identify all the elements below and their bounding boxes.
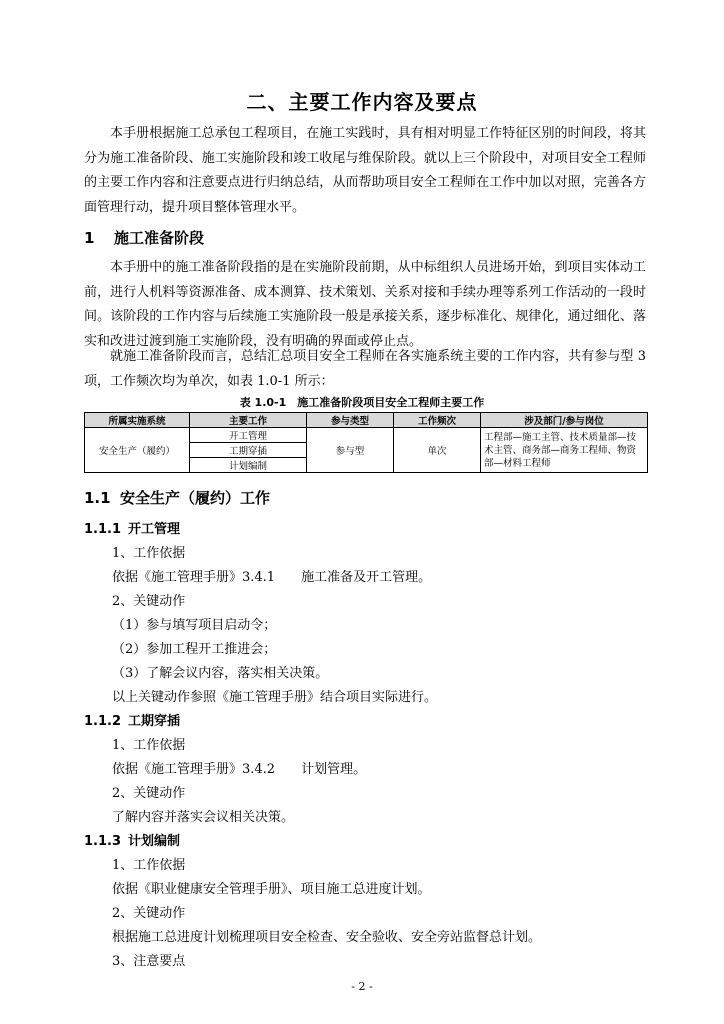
- body-line: （1）参与填写项目启动令；: [112, 618, 277, 633]
- body-line: 1、工作依据: [112, 546, 186, 561]
- section-1-heading: [84, 227, 204, 248]
- table-cell-work: 开工管理: [190, 428, 307, 443]
- section-1-1-2-heading: [84, 710, 180, 729]
- table-cell-type: 参与型: [307, 428, 394, 473]
- table-header-cell: 工作频次: [394, 413, 481, 428]
- section-1-1-1-heading: [84, 518, 180, 537]
- section-1-1-3-heading: [84, 830, 180, 849]
- page-title: 二、主要工作内容及要点: [246, 90, 478, 114]
- table-cell-system: 安全生产（履约）: [85, 428, 190, 473]
- body-line: 2、关键动作: [112, 906, 186, 921]
- body-line: 以上关键动作参照《施工管理手册》结合项目实际进行。: [112, 690, 438, 705]
- section-1-1-heading: [84, 487, 270, 508]
- table-header-row: [85, 413, 648, 428]
- body-line: 1、工作依据: [112, 858, 186, 873]
- section-1-paragraph-2: 就施工准备阶段而言，总结汇总项目安全工程师在各实施系统主要的工作内容，共有参与型 3 项，工作频次均为单次，如表 1.0-1 所示：: [84, 349, 646, 389]
- body-line: 依据《施工管理手册》3.4.2 计划管理。: [112, 762, 367, 777]
- table-cell-frequency: 单次: [394, 428, 481, 473]
- section-number: 1.1.2: [84, 714, 122, 729]
- section-title: 开工管理: [128, 522, 181, 537]
- table-row: [85, 428, 648, 443]
- table-cell-work: 工期穿插: [190, 443, 307, 458]
- table-header-cell: 所属实施系统: [85, 413, 190, 428]
- body-line: （2）参加工程开工推进会；: [112, 642, 277, 657]
- work-table: [84, 412, 648, 473]
- body-line: 2、关键动作: [112, 786, 186, 801]
- page-number: - 2 -: [351, 980, 373, 993]
- section-title: 施工准备阶段: [114, 229, 205, 247]
- section-title: 工期穿插: [128, 714, 181, 729]
- table-cell-departments: 工程部—施工主管、技术质量部—技术主管、商务部—商务工程师、物资部—材料工程师: [481, 428, 648, 473]
- body-line: 3、注意要点: [112, 954, 186, 969]
- body-line: 依据《职业健康安全管理手册》、项目施工总进度计划。: [112, 882, 431, 897]
- table-header-cell: 涉及部门/参与岗位: [481, 413, 648, 428]
- section-number: 1.1.1: [84, 522, 122, 537]
- intro-paragraph: 本手册根据施工总承包工程项目，在施工实践时，具有相对明显工作特征区别的时间段，将其分为施工准备阶段、施工实施阶段和竣工收尾与维保阶段。就以上三个阶段中，对项目安全工程师的主要工作内容和注意要点进行归纳总结，从而帮助项目安全工程师在工作中加以对照，完善各方面管理行动，提升项目整体管理水平。: [84, 126, 646, 215]
- body-line: 了解内容并落实会议相关决策。: [112, 810, 295, 825]
- section-1-paragraph-1: 本手册中的施工准备阶段指的是在实施阶段前期，从中标组织人员进场开始，到项目实体动工前，进行人机料等资源准备、成本测算、技术策划、关系对接和手续办理等系列工作活动的一段时间。该阶段的工作内容与后续施工实施阶段一般是承接关系，逐步标准化、规律化，通过细化、落实和改进过渡到施工实施阶段，没有明确的界面或停止点。: [84, 260, 646, 349]
- table-header-cell: 参与类型: [307, 413, 394, 428]
- section-number: 1.1: [84, 489, 111, 507]
- body-line: 依据《施工管理手册》3.4.1 施工准备及开工管理。: [112, 570, 432, 585]
- body-line: 根据施工总进度计划梳理项目安全检查、安全验收、安全旁站监督总计划。: [112, 930, 542, 945]
- table-caption: 表 1.0-1 施工准备阶段项目安全工程师主要工作: [239, 396, 485, 409]
- table-cell-work: 计划编制: [190, 458, 307, 473]
- body-line: （3）了解会议内容，落实相关决策。: [112, 666, 329, 681]
- table-header-cell: 主要工作: [190, 413, 307, 428]
- section-title: 计划编制: [128, 834, 181, 849]
- body-line: 2、关键动作: [112, 594, 186, 609]
- section-number: 1: [84, 229, 95, 247]
- section-number: 1.1.3: [84, 834, 122, 849]
- section-title: 安全生产（履约）工作: [120, 489, 271, 507]
- body-line: 1、工作依据: [112, 738, 186, 753]
